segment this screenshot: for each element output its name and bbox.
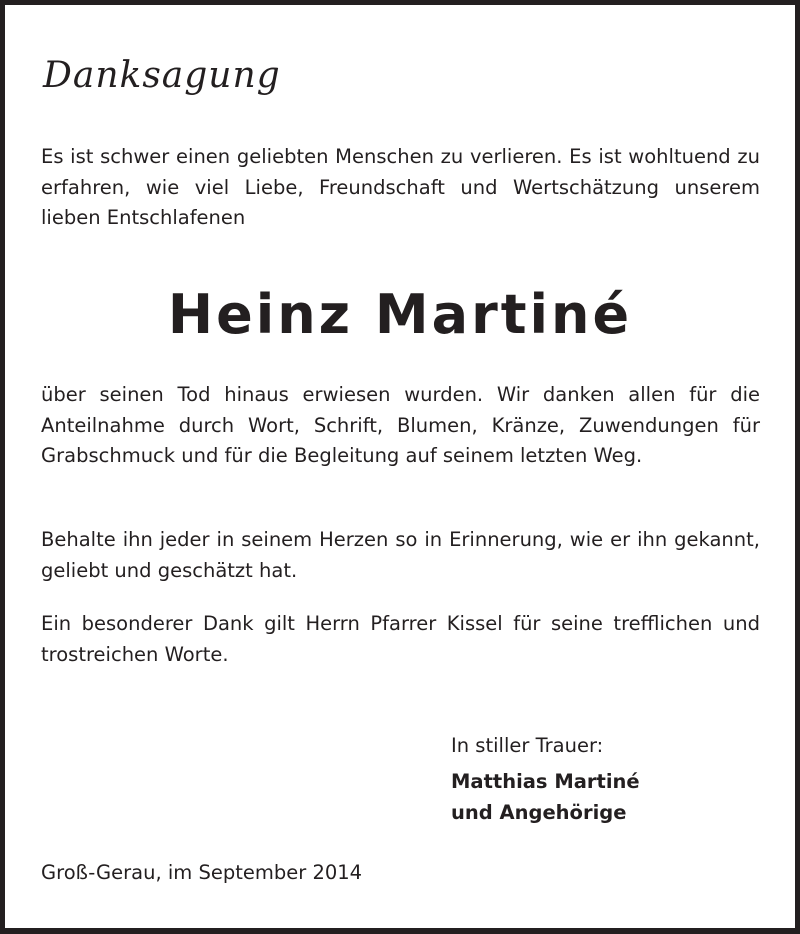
deceased-name: Heinz Martiné xyxy=(167,283,633,346)
memory-paragraph: Behalte ihn jeder in seinem Herzen so in Erinnerung, wie er ihn gekannt, geliebt und geschätzt hat. xyxy=(41,528,760,582)
intro-paragraph: Es ist schwer einen geliebten Menschen zu verlieren. Es ist wohltuend zu erfahren, wie viel Liebe, Freundschaft und Wertschätzung unserem lieben Entschlafenen xyxy=(41,145,760,229)
thanks-paragraph: über seinen Tod hinaus erwiesen wurden. Wir danken allen für die Anteilnahme durch Wort, Schrift, Blumen, Kränze, Zuwendungen für Grabschmuck und für die Begleitung auf seinem letzten Weg. xyxy=(41,383,760,467)
pastor-paragraph: Ein besonderer Dank gilt Herrn Pfarrer Kissel für seine trefflichen und trostreichen Worte. xyxy=(41,612,760,666)
signature-name: Matthias Martiné xyxy=(451,770,640,793)
place-date: Groß-Gerau, im September 2014 xyxy=(41,861,363,884)
signature-relatives: und Angehörige xyxy=(451,801,627,824)
notice-title: Danksagung xyxy=(43,55,281,96)
signature-intro: In stiller Trauer: xyxy=(451,734,604,757)
